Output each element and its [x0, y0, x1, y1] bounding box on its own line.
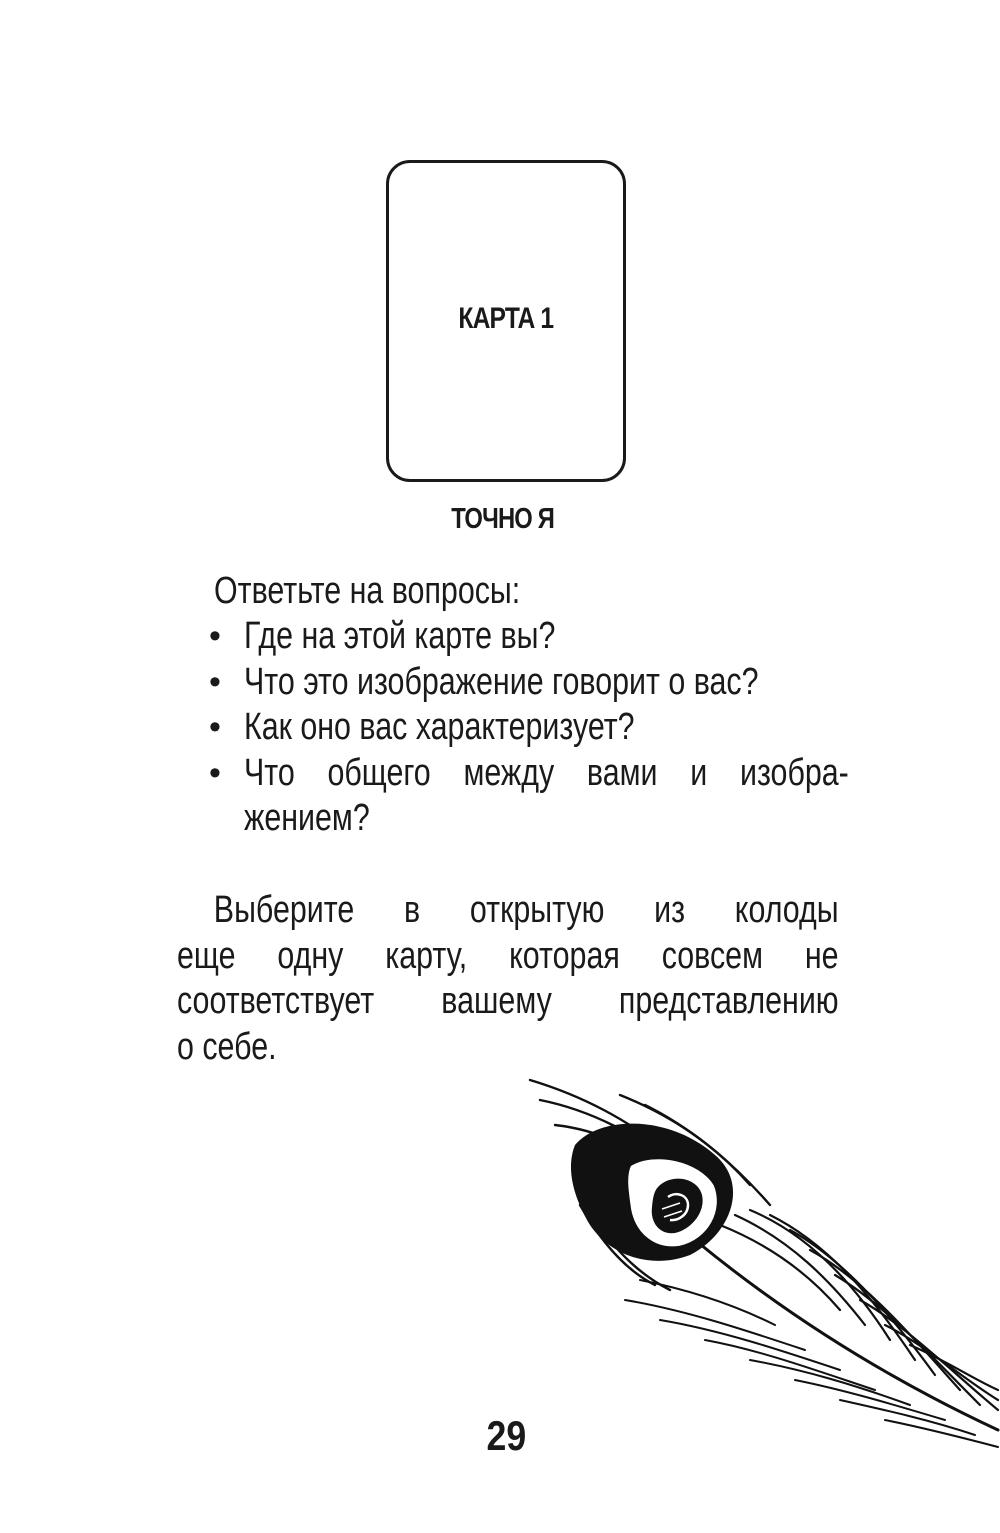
paragraph-line: о себе.	[177, 1025, 277, 1068]
questions-intro	[214, 569, 876, 615]
questions-list	[209, 614, 849, 842]
card-label: КАРТА 1	[458, 302, 554, 335]
question-item: • Где на этой карте вы?	[209, 614, 849, 660]
question-item: • Что это изображение говорит о вас?	[209, 660, 849, 706]
page-number-text: 29	[486, 1412, 526, 1459]
paragraph-line: Выберите в открытую из колоды	[213, 889, 839, 931]
instruction-paragraph	[177, 888, 839, 1070]
paragraph-line: соответствует вашему представлению	[177, 980, 839, 1022]
card-placeholder	[386, 160, 626, 482]
questions-intro-text: Ответьте на вопросы:	[214, 570, 521, 612]
card-caption	[0, 503, 1000, 536]
card-caption-text: ТОЧНО Я	[451, 503, 555, 535]
question-item: • Как оно вас характеризует?	[209, 705, 849, 751]
question-item: • Что общего между вами и изобра- жением?	[209, 751, 849, 842]
page-number	[0, 1412, 1000, 1460]
paragraph-line: еще одну карту, которая совсем не	[177, 934, 839, 977]
